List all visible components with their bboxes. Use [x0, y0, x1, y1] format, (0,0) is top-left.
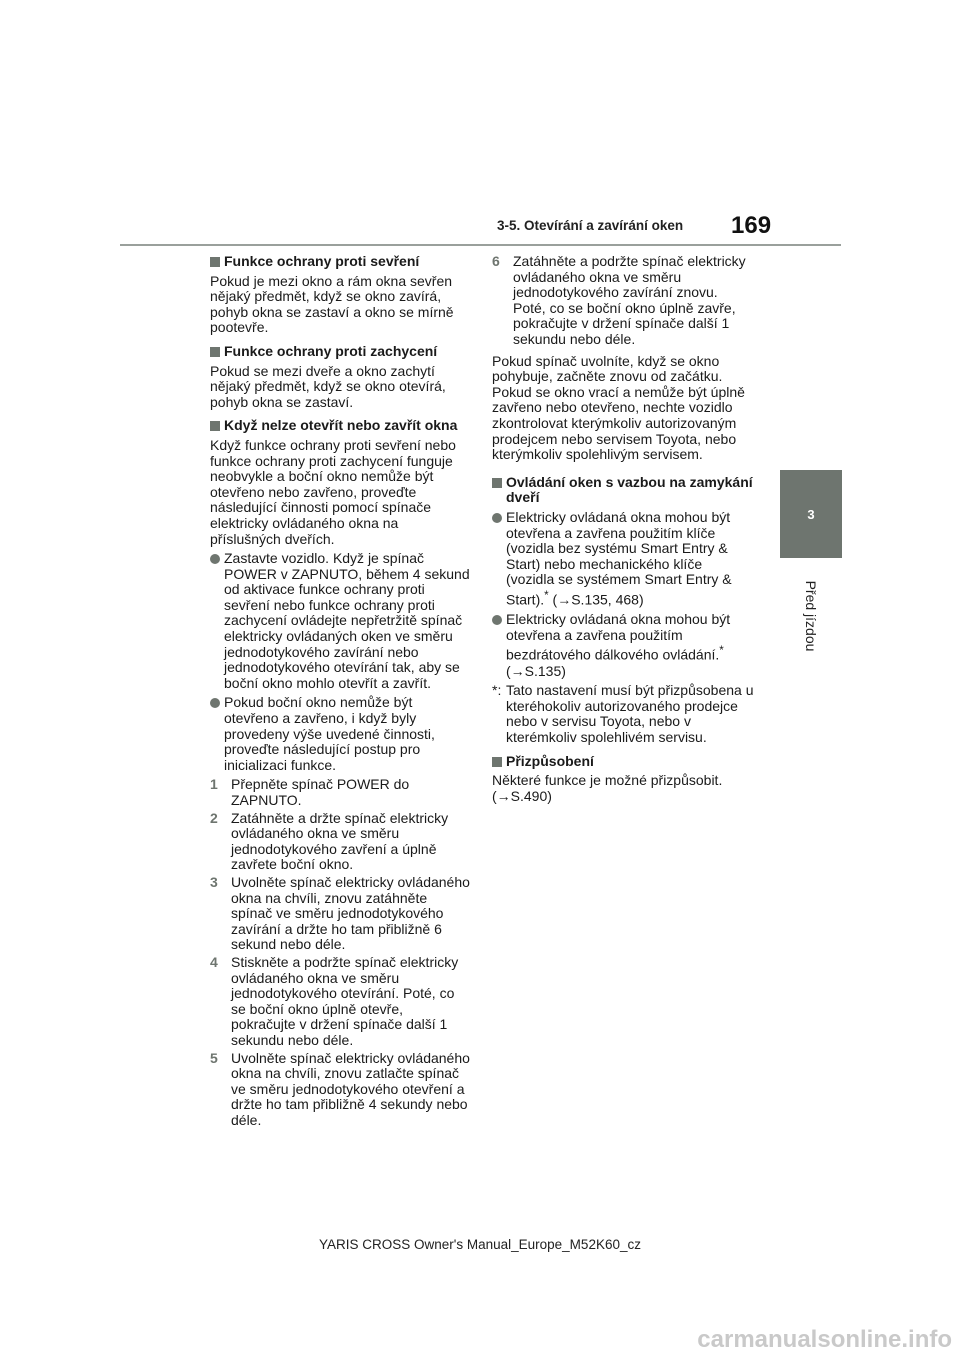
- square-bullet-icon: [492, 757, 502, 767]
- heading-text: Když nelze otevřít nebo zavřít okna: [224, 417, 458, 434]
- bullet-body: Elektricky ovládaná okna mohou být otevřena a zavřena použitím bezdrátového dálkového ovládání.: [506, 611, 731, 663]
- circle-bullet-icon: [492, 513, 502, 523]
- paragraph: Pokud je mezi okno a rám okna sevřen nějaký předmět, když se okno zavírá, pohyb okna se zastaví a okno se mírně pootevře.: [210, 272, 454, 336]
- step-item: [210, 811, 470, 873]
- bullet-item: [492, 612, 754, 679]
- bullet-item: [210, 551, 470, 691]
- step-number: 4: [210, 953, 218, 970]
- circle-bullet-icon: [210, 554, 220, 564]
- paragraph: Pokud spínač uvolníte, když se okno pohybuje, začněte znovu od začátku. Pokud se okno vrací a nemůže být úplně zavřeno nebo otevřeno, nechte vozidlo zkontrolovat kterýmkoliv autorizovaným prodejcem nebo servisem Toyota, nebo kterýmkoliv spolehlivým servisem.: [492, 352, 745, 463]
- paragraph: Když funkce ochrany proti sevření nebo funkce ochrany proti zachycení funguje neobvykle a boční okno nemůže být otevřeno nebo zavřeno, proveďte následující činnosti pomocí spínače elektricky ovládaného okna na příslušných dveřích.: [210, 436, 456, 547]
- step-item: [210, 1051, 470, 1129]
- page-reference: (→S.135, 468): [548, 591, 644, 608]
- heading-text: Funkce ochrany proti zachycení: [224, 342, 438, 359]
- step-number: 2: [210, 809, 218, 826]
- footnote: [492, 683, 754, 745]
- circle-bullet-icon: [492, 615, 502, 625]
- step-text: Přepněte spínač POWER do ZAPNUTO.: [231, 776, 410, 808]
- step-number: 6: [492, 253, 500, 269]
- section-header: 3-5. Otevírání a zavírání oken: [497, 218, 684, 233]
- chapter-number: 3: [807, 506, 815, 522]
- bullet-text: [506, 612, 754, 679]
- left-column: [210, 254, 470, 1130]
- footnote-text: Tato nastavení musí být přizpůsobena u kteréhokoliv autorizovaného prodejce nebo v servisu Toyota, nebo v kterémkoliv spolehlivém servisu.: [506, 682, 754, 745]
- bullet-item: [492, 510, 754, 608]
- section-heading: [492, 754, 754, 770]
- step-text: Stiskněte a podržte spínač elektricky ovládaného okna ve směru jednodotykového otevírání. Poté, co se boční okno úplně otevře, pokračujte v držení spínače další 1 sekundu nebo déle.: [231, 953, 459, 1048]
- bullet-body: Elektricky ovládaná okna mohou být otevřena a zavřena použitím klíče (vozidla bez systému Smart Entry & Start) nebo mechanického klíče (vozidla se systémem Smart Entry & Start).: [506, 508, 732, 608]
- watermark: carmanualsonline.info: [697, 1326, 952, 1353]
- bullet-text: Zastavte vozidlo. Když je spínač POWER v ZAPNUTO, během 4 sekund od aktivace funkce ochrany proti sevření nebo funkce ochrany proti zachycení ovládejte nepřetržitě spínač elektricky ovládaných oken ve směru jednodotykového zavírání nebo jednodotykového otevírání tak, aby se boční okno mohlo otevřít a zavřít.: [224, 550, 470, 691]
- footnote-marker: *: [544, 588, 549, 602]
- circle-bullet-icon: [210, 698, 220, 708]
- square-bullet-icon: [210, 347, 220, 357]
- section-heading: [210, 418, 470, 434]
- square-bullet-icon: [210, 257, 220, 267]
- step-text: Uvolněte spínač elektricky ovládaného okna na chvíli, znovu zatáhněte spínač ve směru jednodotykového zavírání a držte ho tam přibližně 6 sekund nebo déle.: [231, 873, 470, 953]
- step-item: [210, 955, 470, 1049]
- chapter-tab: [780, 470, 842, 558]
- bullet-item: [210, 695, 470, 773]
- step-text: Zatáhněte a podržte spínač elektricky ovládaného okna ve směru jednodotykového zavírání znovu. Poté, co se boční okno úplně zavře, pokračujte v držení spínače další 1 sekundu nebo déle.: [513, 253, 746, 347]
- header-rule: [120, 244, 841, 246]
- bullet-text: [506, 510, 754, 608]
- bullet-text: Pokud boční okno nemůže být otevřeno a zavřeno, i když byly provedeny výše uvedené činnosti, proveďte následující postup pro inicializaci funkce.: [224, 694, 435, 773]
- heading-text: Funkce ochrany proti sevření: [224, 253, 420, 269]
- square-bullet-icon: [210, 421, 220, 431]
- page-reference: (→S.135): [506, 662, 566, 679]
- step-item: [210, 777, 470, 808]
- footnote-mark: *:: [492, 682, 502, 699]
- chapter-title-container: [781, 566, 841, 666]
- heading-text: Přizpůsobení: [506, 752, 594, 769]
- paragraph: Pokud se mezi dveře a okno zachytí nějaký předmět, když se okno otevírá, pohyb okna se zastaví.: [210, 362, 446, 410]
- step-item: [492, 254, 754, 348]
- heading-text: Ovládání oken s vazbou na zamykání dveří: [506, 473, 753, 506]
- paragraph: Některé funkce je možné přizpůsobit. (→S.490): [492, 772, 723, 804]
- chapter-title: Před jízdou: [803, 580, 819, 652]
- section-heading: [492, 475, 754, 506]
- square-bullet-icon: [492, 478, 502, 488]
- footer-text: YARIS CROSS Owner's Manual_Europe_M52K60_cz: [319, 1237, 641, 1252]
- step-number: 5: [210, 1049, 218, 1066]
- step-number: 1: [210, 776, 218, 793]
- right-column: [492, 254, 754, 812]
- section-heading: [210, 344, 470, 360]
- step-item: [210, 875, 470, 953]
- step-text: Uvolněte spínač elektricky ovládaného okna na chvíli, znovu zatlačte spínač ve směru jednodotykového otevření a držte ho tam přibližně 4 sekundy nebo déle.: [231, 1049, 470, 1128]
- step-number: 3: [210, 873, 218, 890]
- footnote-marker: *: [719, 644, 724, 658]
- step-text: Zatáhněte a držte spínač elektricky ovládaného okna ve směru jednodotykového zavření a úplně zavřete boční okno.: [231, 809, 449, 873]
- page-number: 169: [731, 212, 772, 239]
- section-heading: [210, 254, 470, 270]
